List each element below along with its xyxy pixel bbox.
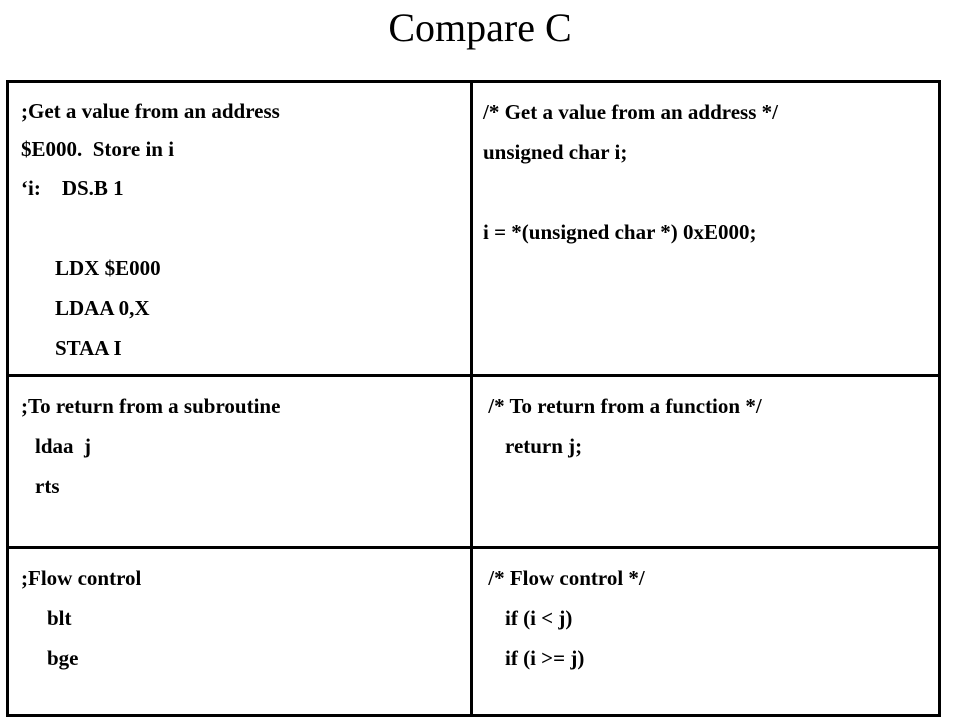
asm-instruction: LDAA 0,X	[55, 296, 150, 320]
c-statement: i = *(unsigned char *) 0xE000;	[483, 220, 757, 244]
asm-instruction: LDX $E000	[55, 256, 161, 280]
table-row	[8, 82, 940, 376]
asm-comment-line: $E000. Store in i	[21, 137, 175, 161]
c-cell-return	[472, 376, 940, 548]
c-comment: /* Flow control */	[483, 566, 645, 590]
asm-instruction: ldaa j	[35, 434, 92, 458]
asm-instruction: blt	[47, 606, 72, 630]
asm-cell-return	[8, 376, 472, 548]
c-declaration: unsigned char i;	[483, 140, 628, 164]
c-statement: if (i >= j)	[505, 646, 585, 670]
c-statement: if (i < j)	[505, 606, 573, 630]
asm-declaration: ‘i: DS.B 1	[21, 176, 124, 200]
c-cell-get-value	[472, 82, 940, 376]
c-cell-flow-control	[472, 548, 940, 716]
asm-cell-get-value	[8, 82, 472, 376]
slide-title: Compare C	[388, 5, 572, 50]
c-comment: /* To return from a function */	[483, 394, 762, 418]
asm-comment-line: ;Get a value from an address	[21, 99, 280, 123]
comparison-table	[6, 80, 941, 717]
asm-cell-flow-control	[8, 548, 472, 716]
blank-line	[483, 172, 938, 212]
asm-comment: ;To return from a subroutine	[21, 394, 281, 418]
blank-line	[21, 208, 470, 248]
asm-comment: ;Flow control	[21, 566, 142, 590]
asm-instruction: bge	[47, 646, 79, 670]
asm-instruction: rts	[35, 474, 60, 498]
table-row	[8, 376, 940, 548]
table-row	[8, 548, 940, 716]
c-comment: /* Get a value from an address */	[483, 100, 778, 124]
c-statement: return j;	[505, 434, 583, 458]
asm-instruction: STAA I	[55, 336, 122, 360]
